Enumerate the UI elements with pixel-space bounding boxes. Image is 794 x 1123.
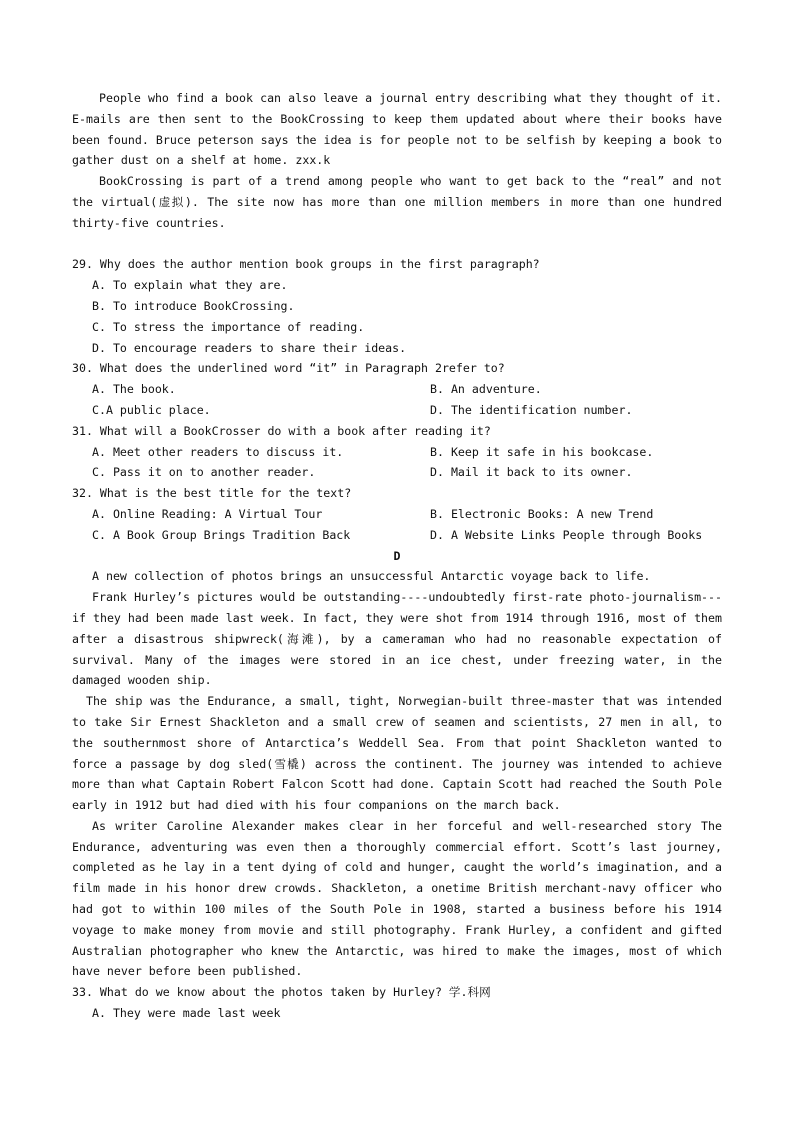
- question-32-options-row-1: [72, 504, 722, 525]
- passage-d-paragraph-3: The ship was the Endurance, a small, tight, Norwegian-built three-master that was intended to take Sir Ernest Shackleton and a small crew of seamen and scientists, 27 men in all, to the southernmost shore of Antarctica’s Weddell Sea. From that point Shackleton wanted to force a passage by dog sled(雪橇) across the continent. The journey was intended to achieve more than what Captain Robert Falcon Scott had done. Captain Scott had reached the South Pole early in 1912 but had died with his four companions on the march back.: [72, 694, 722, 813]
- question-30-option-b: B. An adventure.: [430, 382, 542, 397]
- question-31-option-d: D. Mail it back to its owner.: [430, 465, 633, 480]
- question-31-option-b: B. Keep it safe in his bookcase.: [430, 444, 654, 459]
- question-32-option-d: D. A Website Links People through Books: [430, 527, 703, 542]
- question-30-stem: 30. What does the underlined word “it” in Paragraph 2refer to?: [72, 361, 505, 376]
- spacer: [72, 234, 722, 255]
- question-29-stem: 29. Why does the author mention book groups in the first paragraph?: [72, 257, 540, 272]
- question-31-options-row-1: [72, 442, 722, 463]
- question-29-option-c: C. To stress the importance of reading.: [92, 319, 365, 334]
- question-30-options-row-1: [72, 379, 722, 400]
- question-29-option-a: A. To explain what they are.: [92, 278, 288, 293]
- question-32-options-row-2: [72, 525, 722, 546]
- question-33-stem: 33. What do we know about the photos taken by Hurley? 学.科网: [72, 985, 491, 1000]
- question-32-option-b: B. Electronic Books: A new Trend: [430, 506, 654, 521]
- question-32-option-c: C. A Book Group Brings Tradition Back: [92, 527, 351, 542]
- question-30-option-d: D. The identification number.: [430, 402, 633, 417]
- question-29-option-b: B. To introduce BookCrossing.: [92, 298, 295, 313]
- question-30-options-row-2: [72, 400, 722, 421]
- document-page: [72, 88, 722, 1024]
- passage-d-paragraph-2: Frank Hurley’s pictures would be outstanding----undoubtedly first-rate photo-journalism---if they had been made last week. In fact, they were shot from 1914 through 1916, most of them after a disastrous shipwreck(海滩), by a cameraman who had no reasonable expectation of survival. Many of the images were stored in an ice chest, under freezing water, in the damaged wooden ship.: [72, 590, 722, 688]
- question-32-option-a: A. Online Reading: A Virtual Tour: [92, 506, 323, 521]
- question-31-option-a: A. Meet other readers to discuss it.: [92, 444, 344, 459]
- question-29-option-d: D. To encourage readers to share their ideas.: [92, 340, 407, 355]
- question-32-stem: 32. What is the best title for the text?: [72, 486, 352, 501]
- passage-d-heading: D: [393, 548, 401, 563]
- passage-c-paragraph-1: People who find a book can also leave a journal entry describing what they thought of it. E-mails are then sent to the BookCrossing to keep them updated about where their books have been found. Bruce peterson says the idea is for people not to be selfish by keeping a book to gather dust on a shelf at home. zxx.k: [72, 91, 722, 168]
- passage-d-paragraph-1: A new collection of photos brings an unsuccessful Antarctic voyage back to life.: [92, 569, 651, 584]
- question-31-option-c: C. Pass it on to another reader.: [92, 465, 316, 480]
- question-31-options-row-2: [72, 462, 722, 483]
- question-30-option-a: A. The book.: [92, 382, 176, 397]
- question-33-option-a: A. They were made last week: [92, 1006, 281, 1021]
- passage-d-paragraph-4: As writer Caroline Alexander makes clear in her forceful and well-researched story The Endurance, adventuring was even then a thoroughly commercial effort. Scott’s last journey, completed as he lay in a tent dying of cold and hunger, caught the world’s imagination, and a film made in his honor drew crowds. Shackleton, a onetime British merchant-navy officer who had got to within 100 miles of the South Pole in 1908, started a business before his 1914 voyage to make money from movie and still photography. Frank Hurley, a confident and gifted Australian photographer who knew the Antarctic, was hired to make the images, most of which have never before been published.: [72, 818, 722, 979]
- question-30-option-c: C.A public place.: [92, 402, 211, 417]
- passage-c-paragraph-2: BookCrossing is part of a trend among people who want to get back to the “real” and not the virtual(虚拟). The site now has more than one million members in more than one hundred thirty-five countries.: [72, 174, 722, 230]
- question-31-stem: 31. What will a BookCrosser do with a book after reading it?: [72, 423, 491, 438]
